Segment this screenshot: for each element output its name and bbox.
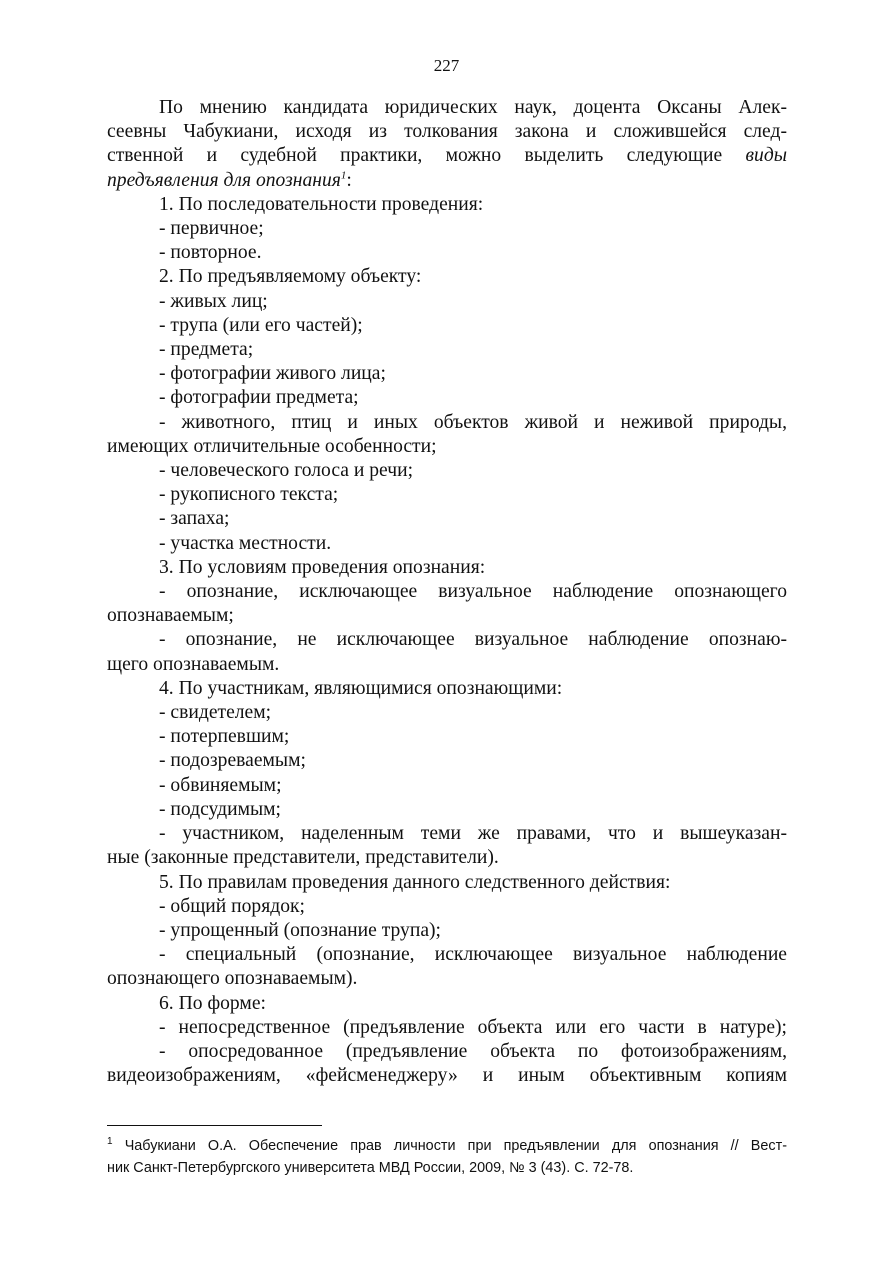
list-item: - живых лиц;: [159, 290, 268, 312]
section-heading: 3. По условиям проведения опознания:: [159, 556, 486, 578]
footnote-line: [107, 1135, 787, 1157]
classification-list: [107, 193, 787, 1089]
list-item: - фотографии предмета;: [159, 387, 359, 409]
list-item: - свидетелем;: [159, 702, 272, 724]
footnote-line: ник Санкт-Петербургского университета МВД России, 2009, № 3 (43). С. 72-78.: [107, 1160, 634, 1176]
list-item: - подозреваемым;: [159, 750, 306, 772]
intro-line-with-italic: [107, 144, 787, 168]
list-item: - предмета;: [159, 339, 254, 361]
italic-phrase: предъявления для опознания: [107, 169, 341, 191]
colon: :: [346, 169, 352, 191]
list-item: - животного, птиц и иных объектов живой и неживой природы,: [159, 411, 787, 433]
footnote-text: Чабукиани О.А. Обеспечение прав личности при предъявлении для опознания // Вест-: [124, 1138, 787, 1154]
section-heading: 6. По форме:: [159, 992, 266, 1014]
list-item: - специальный (опознание, исключающее визуальное наблюдение: [159, 944, 787, 966]
continuation-line: имеющих отличительные особенности;: [107, 435, 437, 457]
list-item: - упрощенный (опознание трупа);: [159, 919, 441, 941]
list-item: - опознание, не исключающее визуальное наблюдение опознаю-: [159, 629, 787, 651]
continuation-line: опознающего опознаваемым).: [107, 968, 358, 990]
intro-line: По мнению кандидата юридических наук, доцента Оксаны Алек-: [159, 97, 787, 118]
list-item: - участка местности.: [159, 532, 332, 554]
list-item: - человеческого голоса и речи;: [159, 460, 414, 482]
list-item: - рукописного текста;: [159, 484, 339, 506]
list-item: - участником, наделенным теми же правами, что и вышеуказан-: [159, 823, 787, 845]
list-item: - опосредованное (предъявление объекта по фотоизображениям,: [159, 1040, 787, 1062]
list-item: - подсудимым;: [159, 798, 281, 820]
footnote-marker: 1: [107, 1136, 113, 1148]
page-body: [107, 96, 787, 1088]
continuation-line: ные (законные представители, представители).: [107, 847, 499, 869]
section-heading: 4. По участникам, являющимися опознающими:: [159, 677, 563, 699]
list-item: - первичное;: [159, 218, 264, 240]
page-number: 227: [433, 56, 460, 75]
list-item: - обвиняемым;: [159, 774, 282, 796]
list-item: - непосредственное (предъявление объекта или его части в натуре);: [159, 1016, 787, 1038]
intro-tail: [107, 169, 787, 193]
list-item: - потерпевшим;: [159, 726, 290, 748]
italic-term: виды: [745, 145, 787, 167]
section-heading: 1. По последовательности проведения:: [159, 193, 484, 215]
section-heading: 5. По правилам проведения данного следственного действия:: [159, 871, 671, 893]
continuation-line: видеоизображениям, «фейсменеджеру» и иным объективным копиям: [107, 1065, 787, 1087]
continuation-line: опознаваемым;: [107, 605, 234, 627]
footnote: [107, 1135, 787, 1179]
list-item: - повторное.: [159, 242, 262, 264]
list-item: - запаха;: [159, 508, 230, 530]
list-item: - опознание, исключающее визуальное наблюдение опознающего: [159, 581, 787, 603]
intro-line: сеевны Чабукиани, исходя из толкования закона и сложившейся след-: [107, 121, 787, 143]
list-item: - общий порядок;: [159, 895, 305, 917]
intro-line: ственной и судебной практики, можно выделить следующие: [107, 145, 723, 167]
footnote-ref: 1: [340, 169, 347, 182]
list-item: - фотографии живого лица;: [159, 363, 386, 385]
list-item: - трупа (или его частей);: [159, 314, 363, 336]
continuation-line: щего опознаваемым.: [107, 653, 280, 675]
footnote-rule: [107, 1125, 322, 1126]
section-heading: 2. По предъявляемому объекту:: [159, 266, 422, 288]
